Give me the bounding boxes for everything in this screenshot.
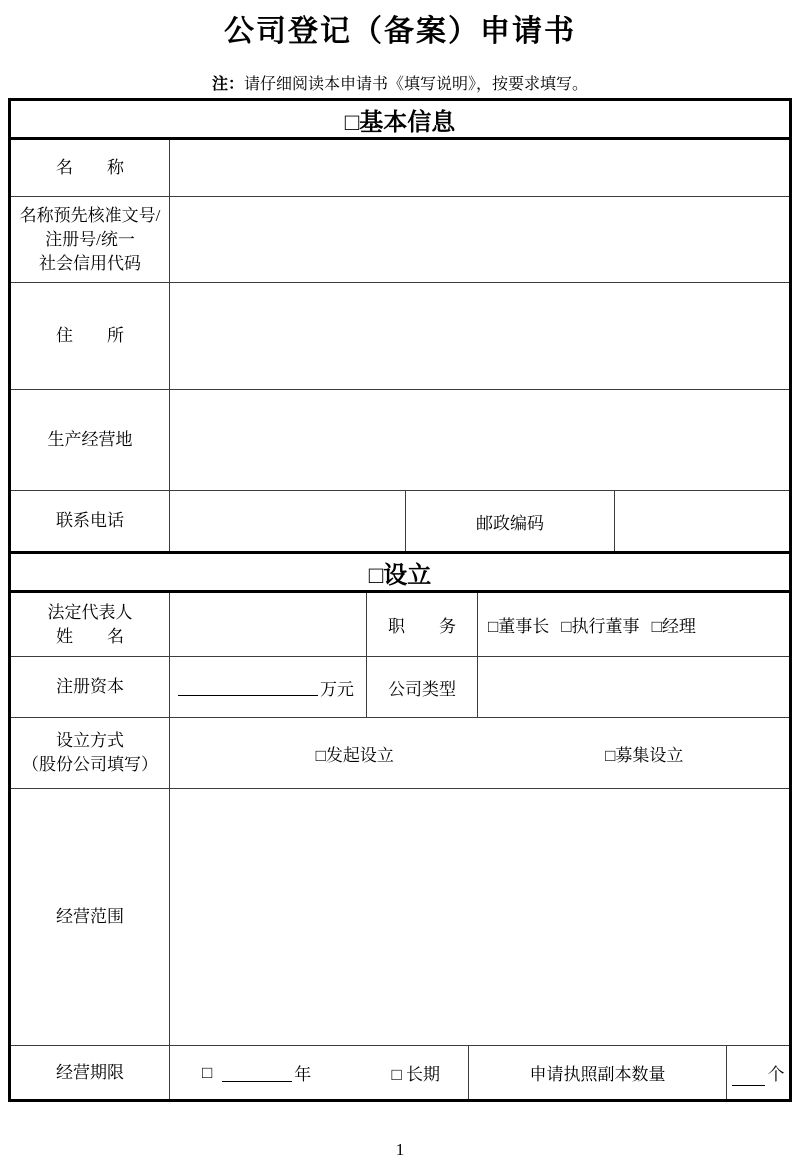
postal-code-input-cell[interactable]: [615, 491, 789, 551]
capital-unit-label: 万元: [320, 679, 354, 699]
approval-label-line1: 名称预先核准文号/: [19, 205, 161, 225]
row-business-scope: [11, 789, 789, 1046]
row-approval-number: [11, 197, 789, 283]
company-type-input-cell[interactable]: [478, 657, 789, 717]
row-production-site: [11, 390, 789, 491]
checkbox-executive-director[interactable]: □执行董事: [561, 617, 640, 636]
business-scope-input-cell[interactable]: [170, 789, 789, 1045]
approval-label-line3: 社会信用代码: [39, 253, 141, 273]
domicile-input-cell[interactable]: [170, 283, 789, 389]
position-label: 职 务: [367, 593, 478, 656]
row-company-name: [11, 140, 789, 197]
method-label-line1: 设立方式: [56, 731, 124, 750]
production-site-label: 生产经营地: [11, 390, 170, 490]
row-domicile: [11, 283, 789, 390]
registration-form-table: [8, 98, 792, 1102]
domicile-label: 住 所: [11, 283, 170, 389]
fixed-term-checkbox[interactable]: □: [202, 1062, 213, 1082]
approval-label-line2: 注册号/统一: [45, 229, 135, 249]
establishment-method-options-cell: [170, 718, 789, 788]
section-header-basic-info: [11, 101, 789, 140]
business-term-options-cell: [170, 1046, 469, 1099]
position-options-cell: [478, 593, 789, 656]
checkbox-offer-establishment[interactable]: □募集设立: [605, 745, 684, 765]
phone-input-cell[interactable]: [170, 491, 406, 551]
checkbox-fixed-term-years[interactable]: [202, 1060, 311, 1085]
business-scope-label: 经营范围: [11, 789, 170, 1045]
copies-blank-line[interactable]: [732, 1067, 765, 1086]
capital-blank-line[interactable]: [178, 678, 318, 697]
row-business-term: [11, 1046, 789, 1099]
establishment-method-label: [11, 718, 170, 788]
form-note: [0, 71, 800, 94]
company-type-label: 公司类型: [367, 657, 478, 717]
note-prefix: 注：: [211, 76, 244, 93]
section-header-establishment-label: □设立: [368, 561, 432, 589]
legal-rep-label-line2: 姓 名: [56, 626, 124, 646]
company-name-label: 名 称: [11, 140, 170, 196]
license-copies-label: 申请执照副本数量: [469, 1046, 727, 1099]
approval-number-input-cell[interactable]: [170, 197, 789, 282]
checkbox-long-term[interactable]: □ 长期: [391, 1065, 440, 1084]
term-years-suffix: 年: [294, 1065, 312, 1084]
row-establishment-method: [11, 718, 789, 789]
note-text: 请仔细阅读本申请书《填写说明》，按要求填写。: [244, 76, 589, 93]
row-registered-capital: [11, 657, 789, 718]
checkbox-manager[interactable]: □经理: [651, 617, 696, 636]
approval-number-label: [11, 197, 170, 282]
section-header-establishment: [11, 554, 789, 593]
legal-rep-name-input-cell[interactable]: [170, 593, 367, 656]
page-number: 1: [395, 1140, 405, 1159]
section-header-basic-info-label: □基本信息: [344, 108, 456, 136]
phone-label: 联系电话: [11, 491, 170, 551]
term-years-blank-line[interactable]: [222, 1063, 292, 1082]
business-term-label: 经营期限: [11, 1046, 170, 1099]
checkbox-promotion-establishment[interactable]: □发起设立: [315, 745, 394, 765]
production-site-input-cell[interactable]: [170, 390, 789, 490]
registered-capital-label: 注册资本: [11, 657, 170, 717]
copies-unit-label: 个: [767, 1065, 785, 1084]
checkbox-chairman[interactable]: □董事长: [488, 617, 550, 636]
row-contact: [11, 491, 789, 554]
registered-capital-input-cell[interactable]: [170, 657, 367, 717]
legal-rep-label-line1: 法定代表人: [47, 602, 133, 622]
method-label-line2: （股份公司填写）: [22, 755, 158, 774]
page-title: 公司登记（备案）申请书: [224, 15, 576, 48]
legal-rep-name-label: [11, 593, 170, 656]
company-name-input-cell[interactable]: [170, 140, 789, 196]
license-copies-input-cell[interactable]: [727, 1046, 789, 1099]
row-legal-representative: [11, 593, 789, 657]
postal-code-label: 邮政编码: [406, 491, 615, 551]
